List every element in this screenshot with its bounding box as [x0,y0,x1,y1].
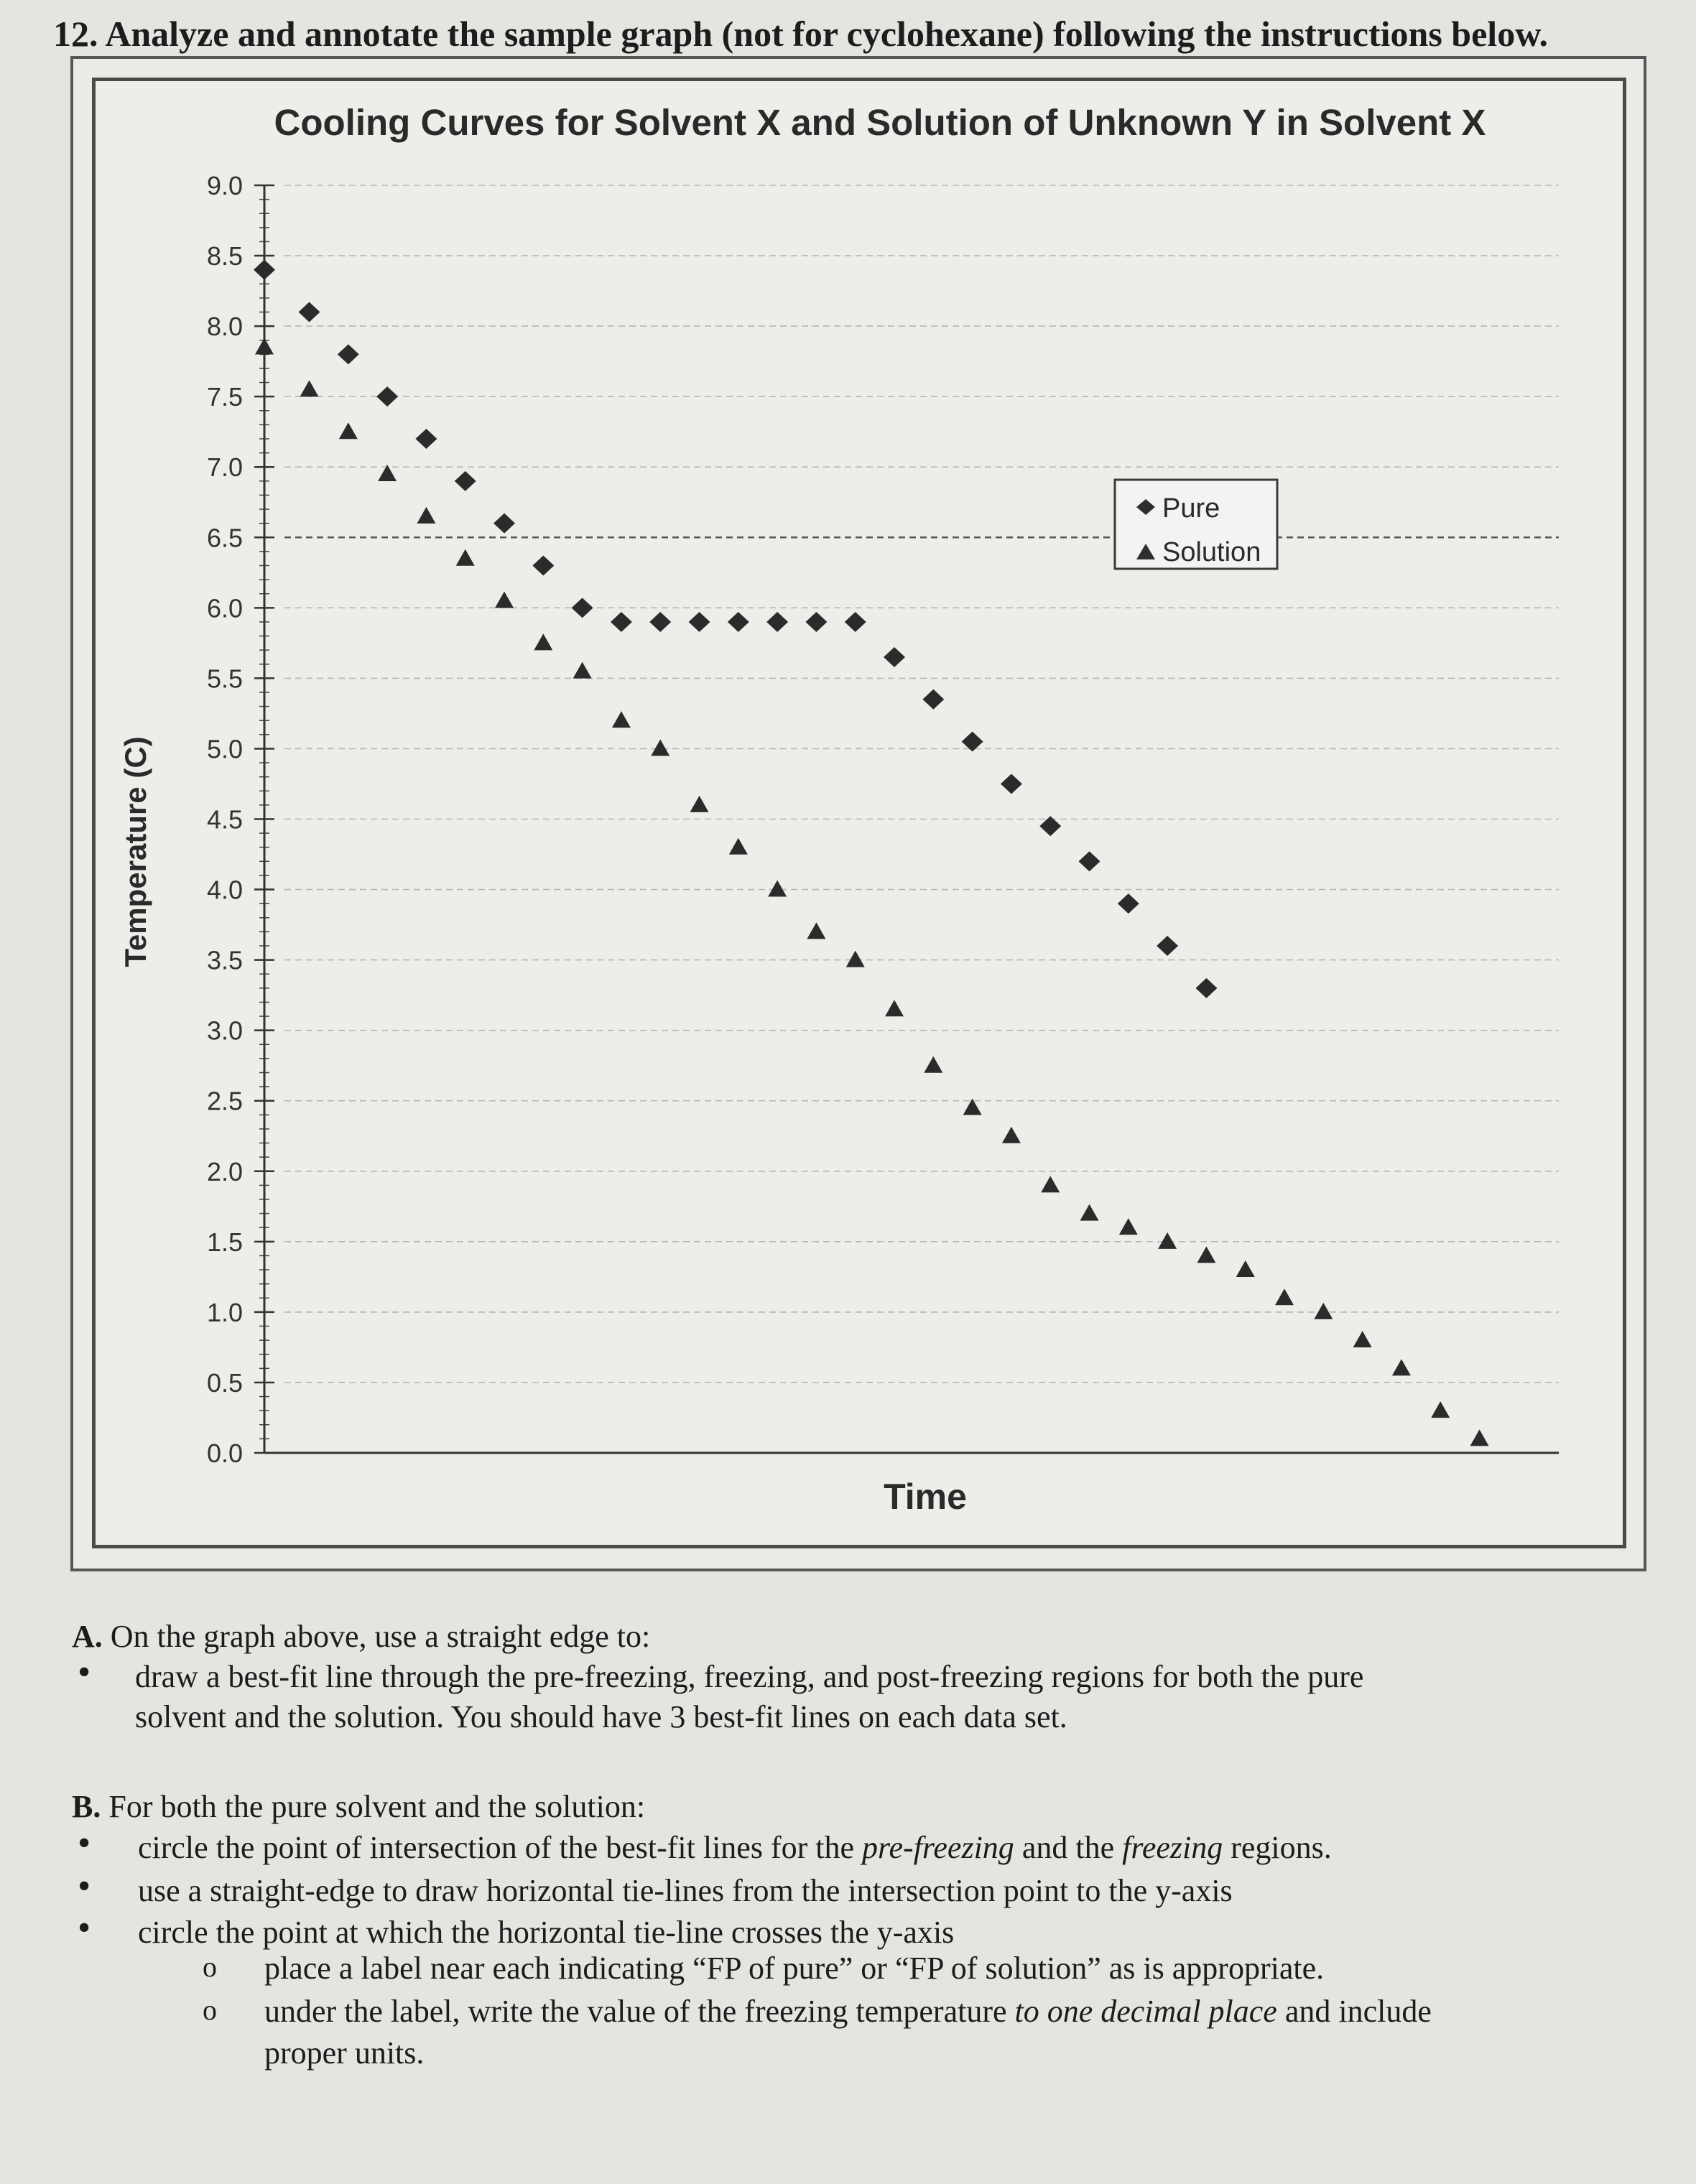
b1-em-prefreezing: pre-freezing [862,1830,1014,1865]
solution-data-point [300,380,319,396]
question-title [53,13,1548,55]
y-tick-label: 3.0 [206,1016,243,1046]
y-tick-label: 5.0 [206,734,243,764]
y-tick-label: 0.0 [206,1439,243,1468]
pure-data-point [1195,978,1217,998]
part-b-heading [72,1788,645,1825]
part-b-bullet-1 [138,1829,1332,1866]
part-b-sub-2-line2: proper units. [264,2035,425,2071]
pure-series [254,260,1217,998]
y-tick-label: 0.5 [206,1367,243,1398]
solution-data-point [495,592,514,608]
s2-text-post: and include [1276,1994,1432,2029]
solution-data-point [690,796,709,812]
y-tick-label: 9.0 [206,171,243,200]
y-tick-label: 6.0 [206,593,243,623]
solution-data-point [807,922,825,939]
solution-data-point [1431,1401,1450,1418]
part-b-bullet-3: circle the point at which the horizontal tie-line crosses the y-axis [138,1915,955,1950]
sub-bullet-icon: o [203,1994,217,2026]
pure-data-point [1079,851,1100,871]
question-number: 12. [53,14,98,54]
pure-data-point [376,386,398,406]
legend-pure-label: Pure [1162,493,1220,524]
solution-data-point [1275,1288,1294,1305]
solution-data-point [612,711,631,728]
pure-data-point [649,612,671,632]
solution-data-point [1197,1246,1215,1263]
y-tick-label: 8.5 [206,241,243,271]
s2-text-pre: under the label, write the value of the freezing temperature [264,1994,1015,2029]
pure-data-point [532,556,554,576]
solution-data-point [1002,1127,1021,1143]
part-b-sub-1: place a label near each indicating “FP of pure” or “FP of solution” as is appropriate. [264,1951,1325,1986]
y-tick-label: 8.0 [206,312,243,342]
pure-data-point [922,689,944,710]
y-tick-label: 7.0 [206,452,243,483]
solution-data-point [1119,1218,1138,1235]
solution-data-point [846,951,865,967]
sub-bullet-icon: o [203,1951,217,1983]
pure-data-point [493,514,515,534]
solution-data-point [456,549,475,566]
b1-text-post: regions. [1223,1830,1332,1865]
solution-data-point [1041,1176,1060,1192]
part-b-bullet-2: use a straight-edge to draw horizontal tie-lines from the intersection point to the y-axis [138,1873,1233,1908]
solution-data-point [729,838,748,855]
bullet-icon: • [78,1652,91,1693]
solution-series [255,338,1489,1446]
pure-data-point [845,612,866,632]
pure-data-point [805,612,827,632]
solution-data-point [885,1000,904,1016]
instructions [0,1605,1696,2165]
y-tick-label: 5.5 [206,664,243,694]
y-tick-label: 6.5 [206,523,243,553]
solution-data-point [924,1056,942,1073]
solution-data-point [534,633,552,650]
chart-title: Cooling Curves for Solvent X and Solution of Unknown Y in Solvent X [274,102,1486,143]
legend [1115,480,1277,569]
y-tick-label: 1.5 [206,1227,243,1257]
solution-data-point [417,507,435,524]
solution-data-point [651,739,669,756]
solution-data-point [1236,1260,1255,1277]
solution-data-point [339,422,358,439]
pure-data-point [766,612,788,632]
part-b-label: B. [72,1789,101,1824]
solution-data-point [573,662,592,679]
cooling-curve-chart [92,78,1626,1548]
pure-data-point [728,612,749,632]
pure-data-point [884,647,905,667]
part-a-heading [72,1618,650,1655]
pure-data-point [299,302,320,322]
y-tick-label: 2.0 [206,1156,243,1186]
bullet-icon: • [78,1823,91,1864]
part-a-label: A. [72,1619,103,1654]
legend-solution-label: Solution [1162,537,1261,567]
y-tick-label: 2.5 [206,1086,243,1116]
x-axis-label: Time [884,1477,967,1517]
part-a-text: On the graph above, use a straight edge to: [110,1619,651,1654]
pure-data-point [572,598,593,618]
b1-text-mid: and the [1014,1830,1123,1865]
pure-data-point [1118,893,1139,914]
solution-data-point [1080,1204,1099,1221]
pure-data-point [455,471,476,491]
question-text: Analyze and annotate the sample graph (not for cyclohexane) following the instructions below. [105,14,1549,54]
solution-data-point [1353,1331,1372,1347]
bullet-icon: • [78,1907,91,1948]
solution-data-point [1470,1429,1489,1446]
b1-em-freezing: freezing [1122,1830,1223,1865]
y-tick-label: 1.0 [206,1297,243,1327]
solution-data-point [768,880,787,897]
pure-data-point [338,344,359,364]
bullet-icon: • [78,1866,91,1907]
y-axis-label: Temperature (C) [119,736,152,967]
y-tick-label: 7.5 [206,382,243,412]
grid-lines [284,185,1559,1383]
s2-em: to one decimal place [1014,1994,1277,2029]
pure-data-point [254,260,275,280]
solution-data-point [1158,1232,1177,1249]
part-b-text: For both the pure solvent and the solution: [108,1789,646,1824]
pure-data-point [415,429,437,449]
y-tick-label: 3.5 [206,945,243,975]
solution-data-point [1314,1303,1333,1319]
pure-data-point [1157,936,1178,956]
part-a-bullet-line1: draw a best-fit line through the pre-freezing, freezing, and post-freezing regions for both the pure [135,1659,1364,1694]
pure-data-point [611,612,632,632]
pure-data-point [1001,773,1022,794]
part-b-sub-2 [264,1993,1432,2030]
solution-data-point [1392,1359,1411,1375]
y-tick-label: 4.0 [206,875,243,905]
solution-data-point [255,338,274,355]
part-a-bullet-line2: solvent and the solution. You should have 3 best-fit lines on each data set. [135,1699,1067,1734]
y-tick-label: 4.5 [206,804,243,835]
pure-data-point [689,612,710,632]
b1-text-pre: circle the point of intersection of the best-fit lines for the [138,1830,863,1865]
